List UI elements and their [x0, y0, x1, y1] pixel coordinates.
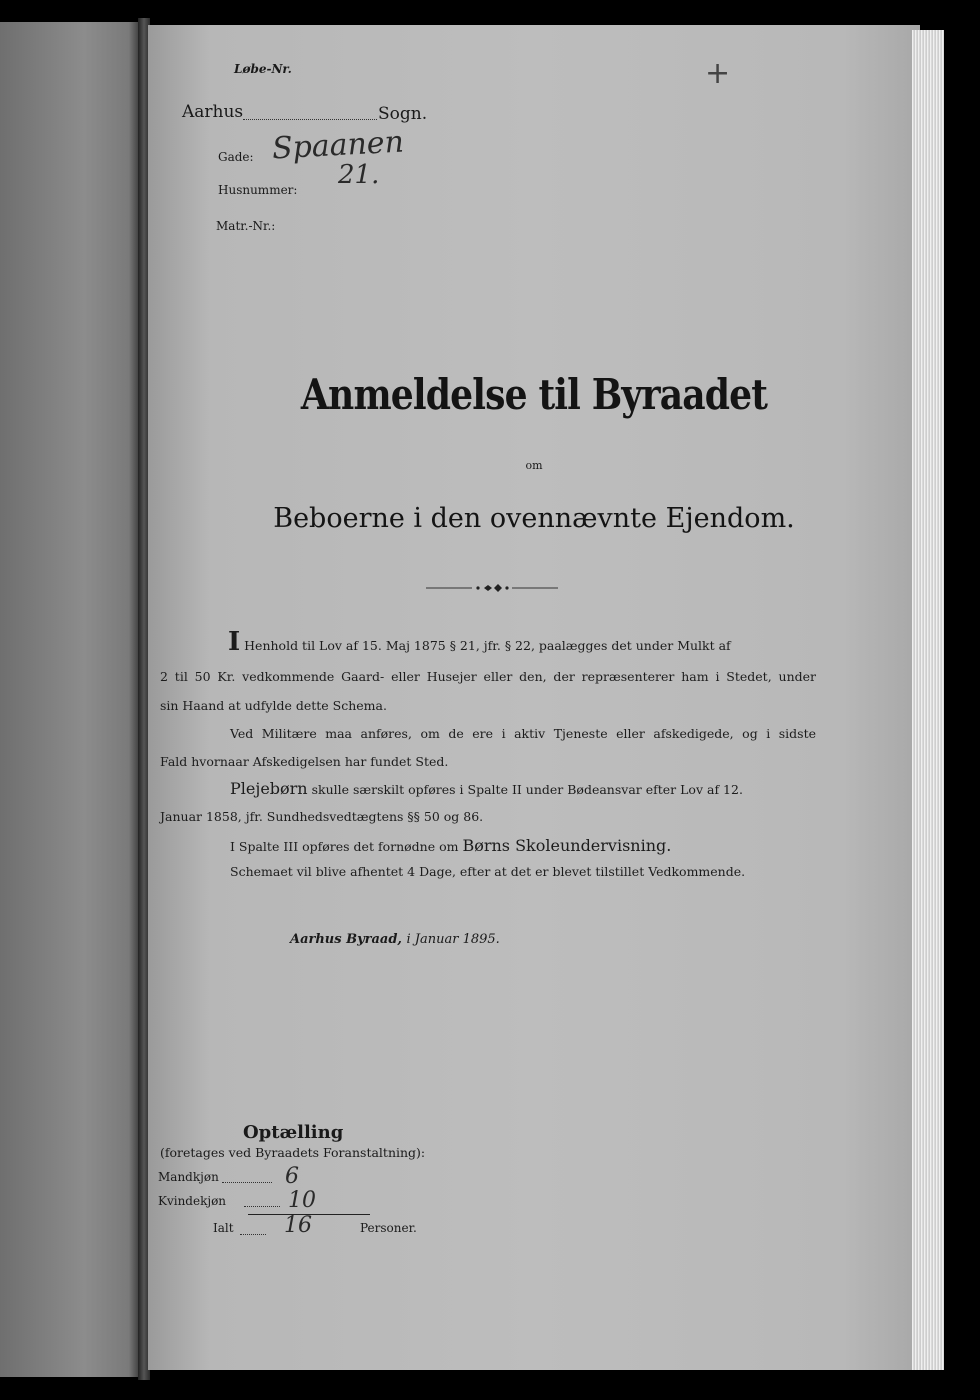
skoleundervisning-lead: Børns Skoleundervisning.	[462, 836, 672, 855]
count-title: Optælling	[243, 1122, 344, 1143]
ialt-dots	[240, 1234, 266, 1235]
loebe-nr-label: Løbe-Nr.	[234, 62, 292, 76]
signature-line	[290, 932, 500, 947]
husnummer-label: Husnummer:	[218, 183, 298, 197]
page-edges	[912, 30, 944, 1370]
paragraph-1-line-3: sin Haand at udfylde dette Schema.	[160, 698, 387, 713]
plejeborn-lead: Plejebørn	[230, 779, 308, 798]
gade-label: Gade:	[218, 150, 254, 164]
sogn-prefix: Aarhus	[182, 102, 244, 122]
ornament-divider	[426, 582, 558, 594]
paragraph-2-line-1: Ved Militære maa anføres, om de ere i aktiv Tjeneste eller afskedigede, og i sidste	[230, 726, 816, 741]
paragraph-2-line-2: Fald hvornaar Afskedigelsen har fundet Sted.	[160, 754, 449, 769]
signature-place: Aarhus Byraad,	[290, 932, 402, 947]
kvindekjon-value: 10	[288, 1188, 316, 1213]
mandkjon-label: Mandkjøn	[158, 1170, 219, 1184]
gade-value: Spaanen	[271, 124, 405, 167]
paragraph-1-line-2: 2 til 50 Kr. vedkommende Gaard- eller Husejer eller den, der repræsenterer ham i Stedet, under	[160, 669, 816, 684]
mandkjon-dots	[222, 1182, 272, 1183]
mandkjon-value: 6	[285, 1164, 299, 1189]
ialt-value: 16	[284, 1213, 312, 1238]
sogn-line	[243, 119, 377, 120]
previous-page	[0, 22, 140, 1377]
paragraph-3-line-2: Januar 1858, jfr. Sundhedsvedtægtens §§ 50 og 86.	[160, 809, 484, 824]
paragraph-4: I Spalte III opføres det fornødne om Børns Skoleundervisning.	[230, 836, 672, 855]
paragraph-1-line-1: I Henhold til Lov af 15. Maj 1875 § 21, jfr. § 22, paalægges det under Mulkt af	[228, 627, 731, 657]
ialt-label: Ialt	[213, 1221, 234, 1235]
title-connector: om	[525, 459, 543, 472]
drop-initial: I	[228, 627, 241, 657]
kvindekjon-label: Kvindekjøn	[158, 1194, 227, 1208]
sogn-suffix: Sogn.	[378, 104, 428, 124]
document-subtitle: Beboerne i den ovennævnte Ejendom.	[273, 503, 795, 534]
count-subtitle: (foretages ved Byraadets Foranstaltning):	[160, 1145, 426, 1160]
matr-label: Matr.-Nr.:	[216, 219, 276, 233]
paragraph-3-line-1: Plejebørn skulle særskilt opføres i Spalte II under Bødeansvar efter Lov af 12.	[230, 779, 743, 798]
personer-label: Personer.	[360, 1221, 417, 1235]
husnummer-value: 21.	[338, 160, 380, 190]
corner-mark: +	[705, 56, 731, 91]
kvindekjon-dots	[244, 1206, 280, 1207]
signature-date: i Januar 1895.	[406, 932, 500, 947]
document-title: Anmeldelse til Byraadet	[300, 370, 768, 419]
paragraph-5: Schemaet vil blive afhentet 4 Dage, efter at det er blevet tilstillet Vedkommende.	[230, 864, 746, 879]
